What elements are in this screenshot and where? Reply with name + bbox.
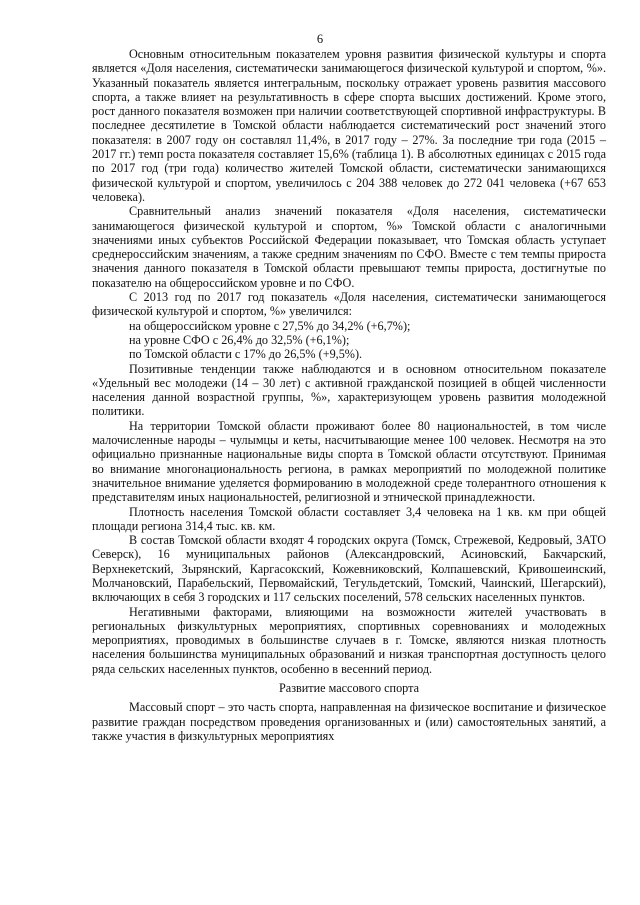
document-body (92, 47, 606, 743)
paragraph-nationalities: На территории Томской области проживают более 80 национальностей, в том числе малочисленные народы – чулымцы и кеты, насчитывающие менее 100 человек. Несмотря на это официально признанные национальные виды спорта в Томской области отсутствуют. Принимая во внимание многонациональность региона, в рамках мероприятий по молодежной политике значительное внимание уделяется формированию в молодежной среде толерантного отношения к представителям иных национальностей, религиозной и этнической принадлежности. (92, 418, 606, 505)
paragraph-mass-sport: Массовый спорт – это часть спорта, направленная на физическое воспитание и физическое развитие граждан посредством проведения организованных и (или) самостоятельных занятий, а также участия в физкультурных мероприятиях (92, 700, 606, 743)
list-item-sfo: на уровне СФО с 26,4% до 32,5% (+6,1%); (129, 332, 350, 347)
paragraph-comparative-analysis: Сравнительный анализ значений показателя «Доля населения, систематически занимающегося физической культурой и спортом, %» Томской области с аналогичными значениями иных субъектов Российской Федерации показывает, что Томская область уступает среднероссийским значениям, а также средним значениям по СФО. Вместе с тем темпы прироста значения данного показателя в Томской области превышают темпы прироста, достигнутые по показателю на общероссийском уровне и по СФО. (92, 204, 606, 290)
paragraph-share-of-population: Основным относительным показателем уровня развития физической культуры и спорта является «Доля населения, систематически занимающегося физической культурой и спортом, %». Указанный показатель является интегральным, поскольку отражает уровень развития массового спорта, а также влияет на результативность в сфере спорта высших достижений. Кроме этого, рост данного показателя возможен при наличии соответствующей спортивной инфраструктуры. В последнее десятилетие в Томской области наблюдается систематический рост значений этого показателя: в 2007 году он составлял 11,4%, в 2017 году – 27%. За последние три года (2015 – 2017 гг.) темп роста показателя составляет 15,6% (таблица 1). В абсолютных единицах с 2015 года по 2017 год (три года) количество жителей Томской области, систематически занимающихся физической культурой и спортом, увеличилось с 204 388 человек до 272 041 человека (+67 653 человека). (92, 47, 606, 204)
page-number: 6 (316, 32, 324, 46)
paragraph-population-density: Плотность населения Томской области составляет 3,4 человека на 1 кв. км при общей площади региона 314,4 тыс. кв. км. (92, 504, 606, 533)
list-item-tomsk: по Томской области с 17% до 26,5% (+9,5%). (129, 347, 363, 362)
paragraph-indicator-increase: С 2013 год по 2017 год показатель «Доля населения, систематически занимающегося физической культурой и спортом, %» увеличился: (92, 290, 606, 319)
paragraph-youth-policy: Позитивные тенденции также наблюдаются и в основном относительном показателе «Удельный вес молодежи (14 – 30 лет) с активной гражданской позицией в общей численности населения данной возрастной группы, %», характеризующем уровень развития молодежной политики. (92, 361, 606, 419)
paragraph-negative-factors: Негативными факторами, влияющими на возможности жителей участвовать в региональных физкультурных мероприятиях, спортивных соревнованиях и молодежных мероприятиях, проводимых в большинстве случаев в г. Томске, являются низкая плотность населения большинства муниципальных образований и низкая транспортная доступность целого ряда сельских населенных пунктов, особенно в весенний период. (92, 604, 606, 676)
list-item-russia: на общероссийском уровне с 27,5% до 34,2% (+6,7%); (129, 318, 411, 333)
section-heading: Развитие массового спорта (279, 681, 419, 696)
paragraph-municipal-structure: В состав Томской области входят 4 городских округа (Томск, Стрежевой, Кедровый, ЗАТО Северск), 16 муниципальных районов (Александровский, Асиновский, Бакчарский, Верхнекетский, Зырянский, Каргасокский, Кожевниковский, Колпашевский, Кривошеинский, Молчановский, Парабельский, Первомайский, Тегульдетский, Томский, Чаинский, Шегарский), включающих в себя 3 городских и 117 сельских поселений, 578 сельских населенных пунктов. (92, 533, 606, 605)
